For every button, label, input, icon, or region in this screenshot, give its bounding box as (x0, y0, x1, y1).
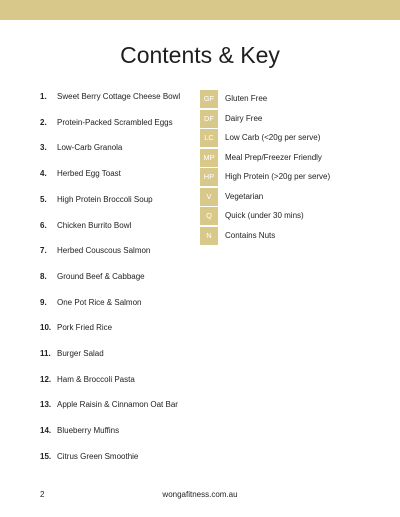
contents-item[interactable] (40, 90, 210, 104)
item-number: 13. (40, 400, 52, 410)
item-number: 6. (40, 220, 47, 230)
key-badge: Q (200, 207, 218, 225)
key-label: Low Carb (<20g per serve) (225, 133, 321, 142)
item-number: 3. (40, 143, 47, 153)
item-number: 11. (40, 349, 51, 358)
key-label: Dairy Free (225, 113, 263, 123)
contents-item[interactable] (40, 398, 210, 412)
item-number: 9. (40, 297, 47, 307)
item-name: Chicken Burrito Bowl (57, 220, 132, 230)
item-number: 15. (40, 451, 52, 461)
footer-url[interactable]: wongafitness.com.au (162, 490, 238, 499)
key-badge: LC (200, 129, 218, 147)
item-name: Burger Salad (57, 349, 104, 358)
item-name: Protein-Packed Scrambled Eggs (57, 117, 173, 127)
page-title: Contents & Key (120, 42, 280, 68)
item-name: Low-Carb Granola (57, 143, 123, 153)
item-name: Herbed Egg Toast (57, 169, 121, 179)
contents-item[interactable] (40, 373, 210, 387)
item-number: 12. (40, 374, 52, 384)
contents-item[interactable] (40, 193, 210, 207)
contents-item[interactable] (40, 424, 210, 438)
key-badge: MP (200, 149, 218, 167)
key-label: Quick (under 30 mins) (225, 211, 304, 220)
item-name: Ham & Broccoli Pasta (57, 374, 135, 384)
key-badge: DF (200, 110, 218, 128)
key-badge: HP (200, 168, 218, 186)
contents-item[interactable] (40, 296, 210, 310)
item-name: Apple Raisin & Cinnamon Oat Bar (57, 400, 178, 410)
key-badge: V (200, 188, 218, 206)
key-badge: N (200, 227, 218, 245)
item-number: 4. (40, 169, 47, 179)
contents-item[interactable] (40, 270, 210, 284)
item-number: 14. (40, 426, 52, 436)
key-label: High Protein (>20g per serve) (225, 172, 331, 181)
item-number: 5. (40, 194, 47, 204)
item-name: Sweet Berry Cottage Cheese Bowl (57, 92, 181, 101)
contents-item[interactable] (40, 141, 210, 155)
key-label: Meal Prep/Freezer Friendly (225, 152, 322, 162)
item-number: 10. (40, 323, 52, 333)
key-badge: GF (200, 90, 218, 108)
key-label: Gluten Free (225, 94, 268, 103)
item-number: 7. (40, 246, 47, 256)
item-name: Ground Beef & Cabbage (57, 271, 145, 281)
item-number: 1. (40, 92, 47, 101)
item-name: One Pot Rice & Salmon (57, 297, 142, 307)
contents-item[interactable] (40, 321, 210, 335)
item-name: Herbed Couscous Salmon (57, 246, 151, 256)
contents-item[interactable] (40, 347, 210, 361)
contents-item[interactable] (40, 116, 210, 130)
contents-item[interactable] (40, 450, 210, 464)
page-number: 2 (40, 490, 45, 499)
key-label: Vegetarian (225, 191, 264, 201)
item-name: Citrus Green Smoothie (57, 451, 139, 461)
key-label: Contains Nuts (225, 230, 276, 240)
item-number: 2. (40, 117, 47, 127)
contents-item[interactable] (40, 167, 210, 181)
item-number: 8. (40, 271, 47, 281)
contents-item[interactable] (40, 244, 210, 258)
item-name: High Protein Broccoli Soup (57, 194, 153, 204)
contents-item[interactable] (40, 219, 210, 233)
item-name: Blueberry Muffins (57, 426, 120, 436)
top-accent-band (0, 0, 400, 20)
item-name: Pork Fried Rice (57, 323, 113, 333)
